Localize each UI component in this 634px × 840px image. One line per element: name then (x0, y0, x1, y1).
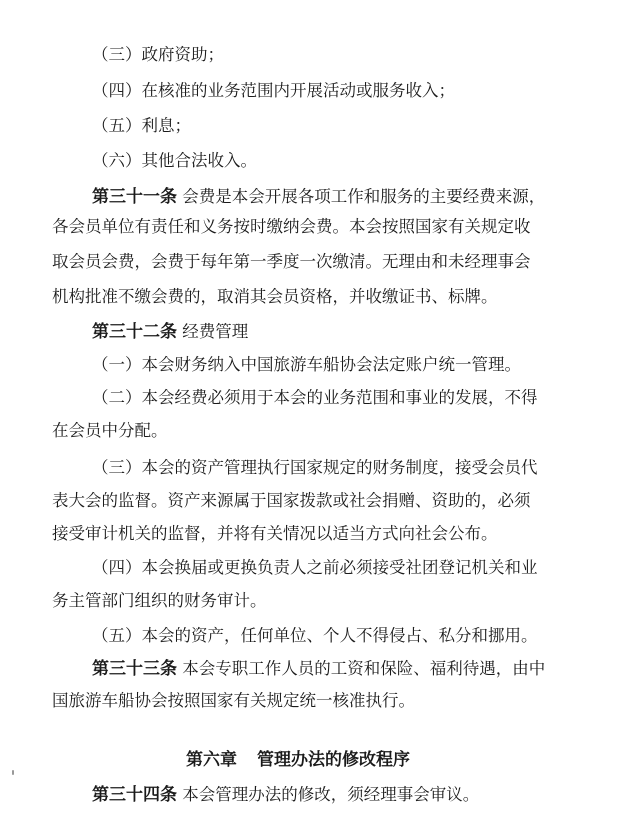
chapter-6-heading (186, 749, 410, 771)
article-34-text: 本会管理办法的修改，须经理事会审议。 (182, 785, 480, 804)
article-32-item-3-line-2: 表大会的监督。资产来源属于国家拨款或社会捐赠、资助的，必须 (52, 491, 531, 510)
article-32-item-2-line-1: （二）本会经费必须用于本会的业务范围和事业的发展，不得 (92, 388, 538, 407)
article-32-item-1: （一）本会财务纳入中国旅游车船协会法定账户统一管理。 (92, 355, 521, 374)
article-32-item-3-line-3: 接受审计机关的监督，并将有关情况以适当方式向社会公布。 (52, 524, 498, 543)
item-business-income: （四）在核准的业务范围内开展活动或服务收入； (92, 81, 455, 100)
article-33-text-1: 本会专职工作人员的工资和保险、福利待遇，由中 (182, 659, 546, 678)
item-government-funding: （三）政府资助； (92, 45, 224, 64)
article-31-line-4: 机构批准不缴会费的，取消其会员资格，并收缴证书、标牌。 (52, 287, 498, 306)
article-31-text-1: 会费是本会开展各项工作和服务的主要经费来源， (182, 187, 546, 206)
article-33-line-2: 国旅游车船协会按照国家有关规定统一核准执行。 (52, 691, 415, 710)
article-31-line-2: 各会员单位有责任和义务按时缴纳会费。本会按照国家有关规定收 (52, 217, 531, 236)
item-interest: （五）利息； (92, 116, 191, 135)
article-32-heading-line (92, 321, 634, 343)
article-32-item-4-line-1: （四）本会换届或更换负责人之前必须接受社团登记机关和业 (92, 558, 538, 577)
article-32-heading: 第三十二条 (92, 322, 177, 342)
article-32-title: 经费管理 (182, 322, 249, 341)
article-32-item-2-line-2: 在会员中分配。 (52, 421, 168, 440)
article-32-item-5: （五）本会的资产，任何单位、个人不得侵占、私分和挪用。 (92, 626, 538, 645)
chapter-6-number: 第六章 (186, 750, 237, 770)
article-34-line (92, 784, 634, 806)
article-31-line-1 (92, 186, 634, 208)
article-31-heading: 第三十一条 (92, 187, 177, 207)
article-32-item-3-line-1: （三）本会的资产管理执行国家规定的财务制度，接受会员代 (92, 458, 538, 477)
article-33-heading: 第三十三条 (92, 659, 177, 679)
article-34-heading: 第三十四条 (92, 785, 177, 805)
chapter-6-title: 管理办法的修改程序 (257, 750, 410, 770)
article-31-line-3: 取会员会费，会费于每年第一季度一次缴清。无理由和未经理事会 (52, 252, 531, 271)
item-other-income: （六）其他合法收入。 (92, 151, 257, 170)
article-32-item-4-line-2: 务主管部门组织的财务审计。 (52, 591, 267, 610)
scan-speck (12, 770, 14, 775)
article-33-line-1 (92, 658, 634, 680)
